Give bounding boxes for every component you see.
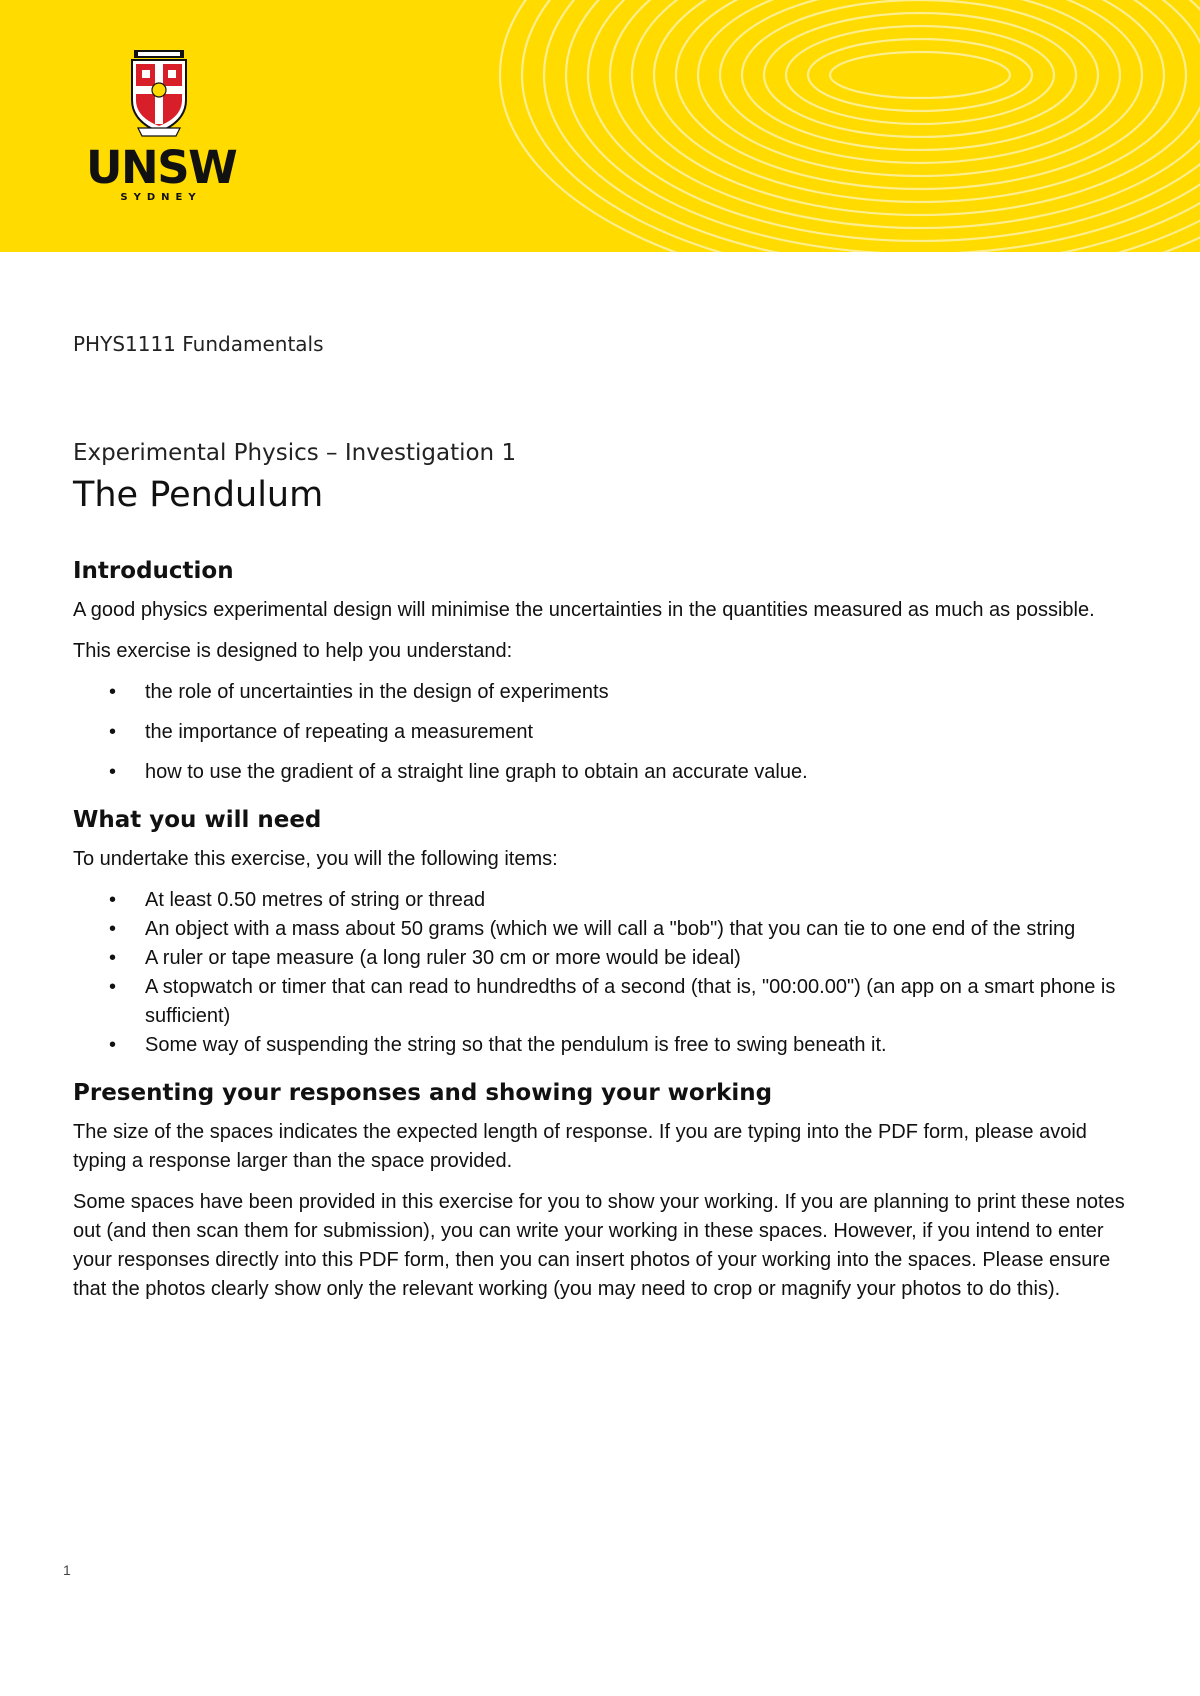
introduction-heading: Introduction (73, 558, 234, 584)
logo-wordmark: UNSW (86, 141, 237, 194)
page-number: 1 (63, 1562, 71, 1578)
unsw-logo (86, 50, 246, 205)
list-item: • the importance of repeating a measurement (73, 718, 1128, 747)
introduction-bullet-list (73, 678, 1128, 787)
list-item: • An object with a mass about 50 grams (which we will call a "bob") that you can tie to one end of the string (73, 915, 1128, 944)
course-code: PHYS1111 Fundamentals (73, 332, 324, 356)
document-subtitle: Experimental Physics – Investigation 1 (73, 440, 517, 466)
what-you-will-need-section (73, 805, 1128, 1060)
introduction-paragraph-1: A good physics experimental design will minimise the uncertainties in the quantities measured as much as possible. (73, 599, 1095, 621)
list-item: • the role of uncertainties in the design of experiments (73, 678, 1128, 707)
list-item: • At least 0.50 metres of string or thread (73, 886, 1128, 915)
what-you-will-need-heading: What you will need (73, 807, 322, 833)
what-you-will-need-paragraph: To undertake this exercise, you will the following items: (73, 848, 558, 870)
introduction-paragraph-2: This exercise is designed to help you understand: (73, 640, 513, 662)
crest-icon (128, 50, 190, 138)
presenting-responses-heading: Presenting your responses and showing your working (73, 1080, 773, 1106)
list-item: • Some way of suspending the string so that the pendulum is free to swing beneath it. (73, 1031, 1128, 1060)
presenting-responses-section (73, 1078, 1128, 1304)
list-item: • how to use the gradient of a straight line graph to obtain an accurate value. (73, 758, 1128, 787)
document-content (73, 330, 1128, 1322)
presenting-paragraph-1: The size of the spaces indicates the expected length of response. If you are typing into the PDF form, please avoid typing a response larger than the space provided. (73, 1121, 1087, 1172)
header-band (0, 0, 1200, 252)
logo-subtitle: SYDNEY (120, 192, 202, 203)
introduction-section (73, 556, 1128, 787)
list-item: • A stopwatch or timer that can read to hundredths of a second (that is, "00:00.00") (an app on a smart phone is sufficient) (73, 973, 1128, 1031)
list-item: • A ruler or tape measure (a long ruler 30 cm or more would be ideal) (73, 944, 1128, 973)
presenting-paragraph-2: Some spaces have been provided in this exercise for you to show your working. If you are planning to print these notes out (and then scan them for submission), you can write your working in these spaces. However, if you intend to enter your responses directly into this PDF form, then you can insert photos of your working into the spaces. Please ensure that the photos clearly show only the relevant working (you may need to crop or magnify your photos to do this). (73, 1191, 1125, 1300)
header-pattern (470, 0, 1200, 252)
document-title: The Pendulum (73, 475, 324, 515)
what-you-will-need-bullet-list (73, 886, 1128, 1060)
